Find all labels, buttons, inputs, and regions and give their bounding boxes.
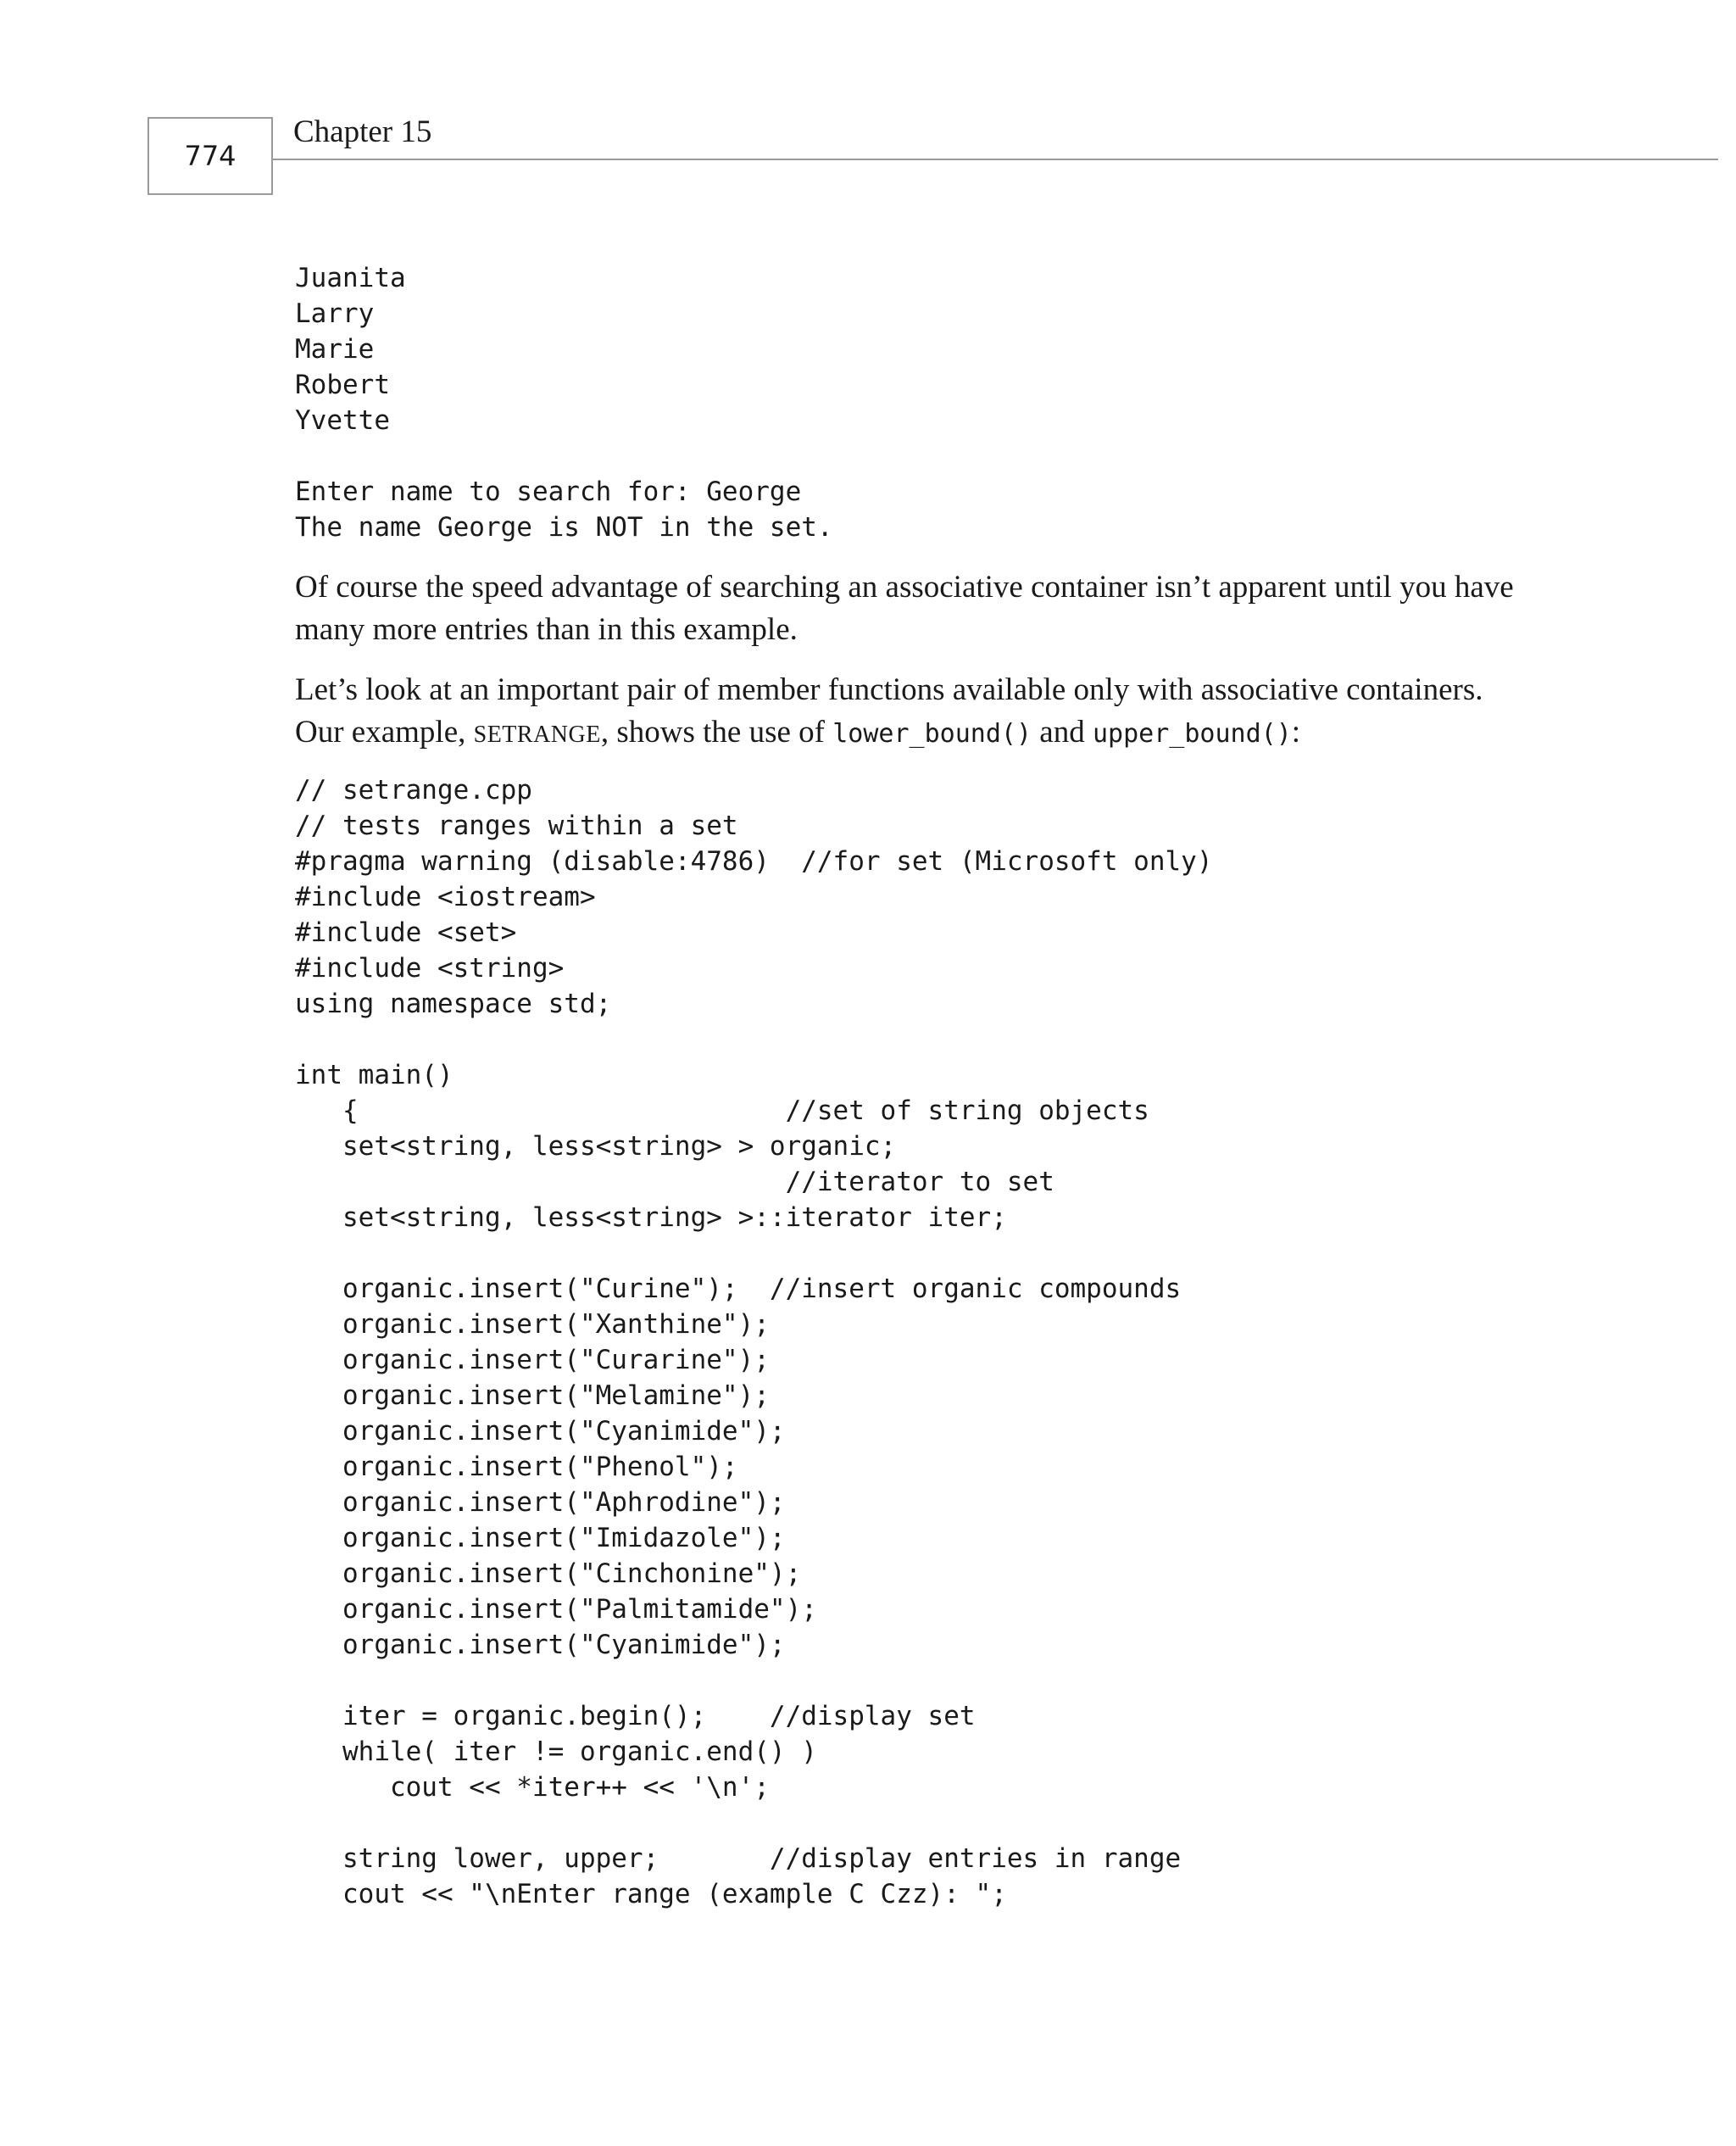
code-line: organic.insert("Cyanimide"); [295, 1630, 786, 1660]
code-line: organic.insert("Cyanimide"); [295, 1416, 786, 1446]
code-line: organic.insert("Palmitamide"); [295, 1594, 817, 1625]
code-line: #pragma warning (disable:4786) //for set (Microsoft only) [295, 846, 1213, 877]
code-line: organic.insert("Phenol"); [295, 1452, 738, 1482]
code-line: { //set of string objects [295, 1095, 1149, 1126]
output-line: Yvette [295, 405, 390, 436]
paragraph2-line1: Let’s look at an important pair of member functions available only with associative containers. [295, 672, 1483, 707]
function-upper-bound: upper_bound() [1092, 719, 1292, 749]
code-line [295, 1022, 1213, 1057]
chapter-title: Chapter 15 [293, 114, 432, 149]
code-line: organic.insert("Cinchonine"); [295, 1558, 802, 1589]
output-line: Juanita [295, 263, 406, 293]
code-line: using namespace std; [295, 989, 612, 1019]
code-line: // tests ranges within a set [295, 811, 738, 841]
code-line: set<string, less<string> >::iterator iter; [295, 1202, 1007, 1233]
program-output-names [295, 260, 406, 438]
code-listing-setrange [295, 772, 1213, 1912]
code-line [295, 1663, 1213, 1698]
paragraph2-end: : [1291, 715, 1301, 750]
code-line: set<string, less<string> > organic; [295, 1131, 897, 1162]
output-line: Larry [295, 298, 375, 329]
code-line: organic.insert("Imidazole"); [295, 1523, 786, 1553]
paragraph2-pre: Our example, [295, 715, 474, 750]
code-line: organic.insert("Aphrodine"); [295, 1487, 786, 1518]
program-output-search [295, 474, 833, 545]
code-line: while( iter != organic.end() ) [295, 1736, 817, 1767]
code-line: string lower, upper; //display entries in range [295, 1843, 1182, 1874]
page-number: 774 [147, 117, 273, 195]
code-line: cout << *iter++ << '\n'; [295, 1772, 770, 1803]
paragraph-speed-advantage: Of course the speed advantage of searching an associative container isn’t apparent until you have many more entries than in this example. [295, 570, 1514, 647]
output-line: Enter name to search for: George [295, 477, 802, 507]
paragraph-member-functions [295, 669, 1566, 756]
code-line: organic.insert("Curine"); //insert organic compounds [295, 1274, 1182, 1304]
code-line: cout << "\nEnter range (example C Czz): "; [295, 1879, 1007, 1909]
code-line: int main() [295, 1060, 453, 1090]
code-line: #include <iostream> [295, 882, 596, 912]
code-line [295, 1805, 1213, 1841]
code-line: #include <set> [295, 917, 517, 948]
header-rule [273, 159, 1718, 160]
paragraph2-and: and [1032, 715, 1093, 750]
function-lower-bound: lower_bound() [832, 719, 1032, 749]
output-line: Marie [295, 334, 375, 365]
code-line: // setrange.cpp [295, 775, 532, 805]
code-line: organic.insert("Melamine"); [295, 1380, 770, 1411]
code-line: iter = organic.begin(); //display set [295, 1701, 976, 1731]
code-line: //iterator to set [295, 1167, 1054, 1197]
output-line: Robert [295, 370, 390, 400]
paragraph2-mid: , shows the use of [600, 715, 833, 750]
code-line: #include <string> [295, 953, 565, 984]
output-line: The name George is NOT in the set. [295, 512, 833, 543]
program-name: SETRANGE [473, 722, 601, 748]
code-line [295, 1235, 1213, 1271]
code-line: organic.insert("Curarine"); [295, 1345, 770, 1375]
code-line: organic.insert("Xanthine"); [295, 1309, 770, 1340]
